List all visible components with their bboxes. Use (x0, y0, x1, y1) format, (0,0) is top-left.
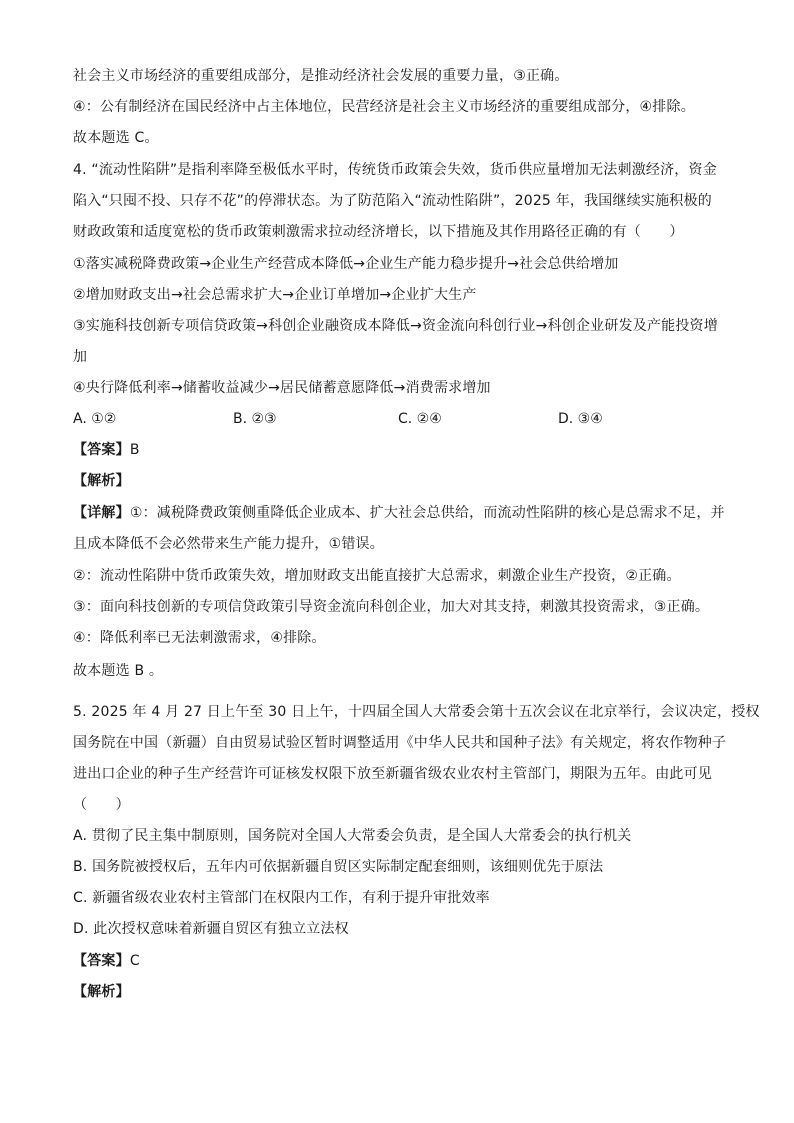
question-4-option-a: A. ①② (73, 411, 117, 427)
text-line: 故本题选 C。 (73, 130, 159, 146)
answer-value: C (129, 953, 140, 969)
question-5-option-c: C. 新疆省级农业农村主管部门在权限内工作，有利于提升审批效率 (73, 890, 490, 906)
question-4-detail: 且成本降低不会必然带来生产能力提升，①错误。 (73, 536, 384, 552)
question-5-stem: 国务院在中国（新疆）自由贸易试验区暂时调整适用《中华人民共和国种子法》有关规定，将农作物种子 (73, 735, 727, 751)
question-4-item: ③实施科技创新专项信贷政策→科创企业融资成本降低→资金流向科创行业→科创企业研发及产能投资增 (73, 318, 718, 334)
question-4-stem: 陷入“只囤不投、只存不花”的停滞状态。为了防范陷入“流动性陷阱”，2025 年，我国继续实施积极的 (73, 193, 712, 209)
question-4-option-b: B. ②③ (233, 411, 277, 427)
question-4-detail: ④：降低利率已无法刺激需求，④排除。 (73, 630, 326, 646)
answer-tag: 【答案】 (73, 953, 130, 969)
question-5-stem: （ ） (73, 797, 130, 813)
question-4-stem: 财政政策和适度宽松的货币政策刺激需求拉动经济增长，以下措施及其作用路径正确的有（ ） (73, 224, 684, 240)
question-4-detail (73, 503, 725, 523)
question-5-option-a: A. 贯彻了民主集中制原则，国务院对全国人大常委会负责，是全国人大常委会的执行机关 (73, 828, 632, 844)
question-4-item: ①落实减税降费政策→企业生产经营成本降低→企业生产能力稳步提升→社会总供给增加 (73, 256, 619, 272)
question-4-detail: ②：流动性陷阱中货币政策失效，增加财政支出能直接扩大总需求，刺激企业生产投资，②正确。 (73, 568, 681, 584)
text-line: ④：公有制经济在国民经济中占主体地位，民营经济是社会主义市场经济的重要组成部分，④排除。 (73, 99, 695, 115)
question-4-option-c: C. ②④ (398, 411, 442, 427)
question-5-answer (73, 951, 140, 971)
analysis-tag: 【解析】 (73, 473, 130, 489)
question-4-item: 加 (73, 349, 88, 365)
question-5-option-d: D. 此次授权意味着新疆自贸区有独立立法权 (73, 921, 349, 937)
text-line: 社会主义市场经济的重要组成部分，是推动经济社会发展的重要力量，③正确。 (73, 68, 569, 84)
detail-text: ①：减税降费政策侧重降低企业成本、扩大社会总供给，而流动性陷阱的核心是总需求不足，并 (129, 505, 725, 521)
question-4-item: ②增加财政支出→社会总需求扩大→企业订单增加→企业扩大生产 (73, 287, 477, 303)
question-5-stem: 进出口企业的种子生产经营许可证核发权限下放至新疆省级农业农村主管部门，期限为五年。由此可见 (73, 766, 712, 782)
question-4-option-d: D. ③④ (558, 411, 603, 427)
answer-value: B (129, 442, 140, 458)
question-4-stem: 4. “流动性陷阱”是指利率降至极低水平时，传统货币政策会失效，货币供应量增加无法刺激经济，资金 (73, 162, 717, 178)
answer-tag: 【答案】 (73, 442, 130, 458)
question-5-stem: 5. 2025 年 4 月 27 日上午至 30 日上午，十四届全国人大常委会第十五次会议在北京举行，会议决定，授权 (73, 704, 760, 720)
question-4-item: ④央行降低利率→储蓄收益减少→居民储蓄意愿降低→消费需求增加 (73, 380, 491, 396)
analysis-tag: 【解析】 (73, 984, 130, 1000)
question-4-conclusion: 故本题选 B 。 (73, 663, 164, 679)
question-5-option-b: B. 国务院被授权后，五年内可依据新疆自贸区实际制定配套细则，该细则优先于原法 (73, 859, 604, 875)
question-4-answer (73, 440, 140, 460)
detail-tag: 【详解】 (73, 505, 130, 521)
question-4-detail: ③：面向科技创新的专项信贷政策引导资金流向科创企业，加大对其支持，刺激其投资需求，③正确。 (73, 599, 710, 615)
